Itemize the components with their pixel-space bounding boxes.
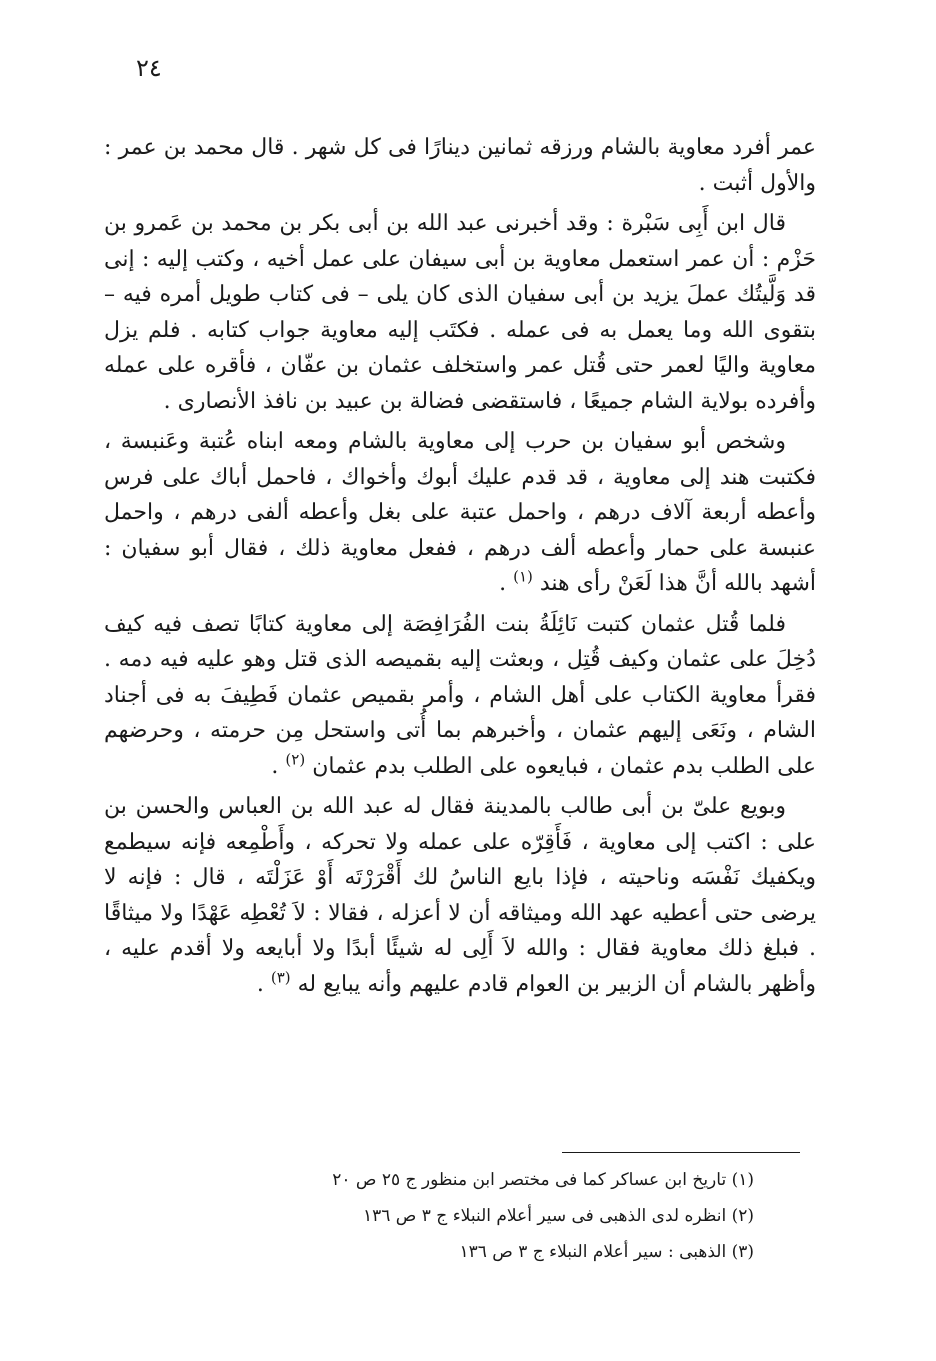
paragraph-4-end: . — [271, 753, 286, 779]
footnote-marker-3: (٣) — [270, 968, 291, 987]
paragraph-3-end: . — [499, 571, 514, 596]
footnote-2: (٢) انظره لدى الذهبى فى سير أعلام النبلاء ج ٣ ص ١٣٦ — [362, 1206, 754, 1226]
footnote-marker-1: (١) — [513, 567, 533, 586]
paragraph-1: عمر أفرد معاوية بالشام ورزقه ثمانين دينارًا فى كل شهر . قال محمد بن عمر : والأول أثبت . — [104, 135, 816, 196]
paragraph-3 — [104, 424, 816, 602]
footnote-1: (١) تاريخ ابن عساكر كما فى مختصر ابن منظور ج ٢٥ ص ٢٠ — [332, 1170, 754, 1190]
main-text — [104, 130, 816, 1007]
paragraph-4 — [104, 607, 816, 785]
paragraph-4-text: فلما قُتل عثمان كتبت نَائِلَةُ بنت الفُرَافِصَة إلى معاوية كتابًا تصف فيه كيف دُخِلَ على عثمان وكيف قُتِل ، وبعثت إليه بقميصه الذى قتل وهو عليه فيه دمه . فقرأ معاوية الكتاب على أهل الشام ، وأمر بقميص عثمان فَطِيفَ به فى أجناد الشام ، ونَعَى إليهم عثمان ، وأخبرهم بما أُتى واستحل مِن حرمته ، وحرضهم على الطلب بدم عثمان ، فبايعوه على الطلب بدم عثمان — [104, 611, 816, 779]
paragraph-5-text: وبويع علىّ بن أبى طالب بالمدينة فقال له عبد الله بن العباس والحسن بن على : اكتب إلى معاوية ، فَأَقِرّه على عمله ولا تحركه ، وأَطْمِعه فإنه سيطمع ويكفيك نَفْسَه وناحيته ، فإذا بايع الناسُ لك أَقْرَرْتَه أَوْ عَزَلْتَه ، قال : فإنه لا يرضى حتى أعطيه عهد الله وميثاقه أن لا أعزله ، فقالا : لاَ تُعْطِه عَهْدًا ولا ميثاقًا . فبلغ ذلك معاوية فقال : والله لاَ أَلِى له شيئًا أبدًا ولا أبايعه ولا أقدم عليه ، وأظهر بالشام أن الزبير بن العوام قادم عليهم وأنه يبايع له — [104, 794, 817, 997]
paragraph-5-end: . — [256, 971, 271, 997]
footnotes — [154, 1162, 754, 1270]
page-number: ٢٤ — [136, 54, 162, 82]
paragraph-3-text: وشخص أبو سفيان بن حرب إلى معاوية بالشام ومعه ابناه عُتبة وعَنبسة ، فكتبت هند إلى معاوية ، قد قدم عليك أبوك وأخواك ، فاحمل أباك على فرس وأعطه أربعة آلاف درهم ، واحمل عتبة على بغل وأعطه ألفى درهم ، واحمل عنبسة على حمار وأعطه ألف درهم ، ففعل معاوية ذلك ، فقال أبو سفيان : أشهد بالله أنَّ هذا لَعَنْ رأى هند — [104, 429, 816, 596]
paragraph-2: قال ابن أَبِى سَبْرة : وقد أخبرنى عبد الله بن أبى بكر بن محمد بن عَمرو بن حَزْم : أن عمر استعمل معاوية بن أبى سيفان على عمل أخيه ، وكتب إليه : إنى قد وَلَّيتُك عملَ يزيد بن أبى سفيان الذى كان يلى – فى كتاب طويل أمره فيه – بتقوى الله وما يعمل به فى عمله . فكتَب إليه معاوية جواب كتابه . فلم يزل معاوية واليًا لعمر حتى قُتل عمر واستخلف عثمان بن عفّان ، فأقره على عمله وأفرده بولاية الشام جميعًا ، فاستقضى فضالة بن عبيد بن نافذ الأنصارى . — [104, 211, 816, 414]
footnote-marker-2: (٢) — [285, 750, 306, 769]
footnote-separator — [562, 1152, 800, 1153]
footnote-3: (٣) الذهبى : سير أعلام النبلاء ج ٣ ص ١٣٦ — [459, 1242, 754, 1262]
paragraph-5 — [104, 789, 816, 1002]
